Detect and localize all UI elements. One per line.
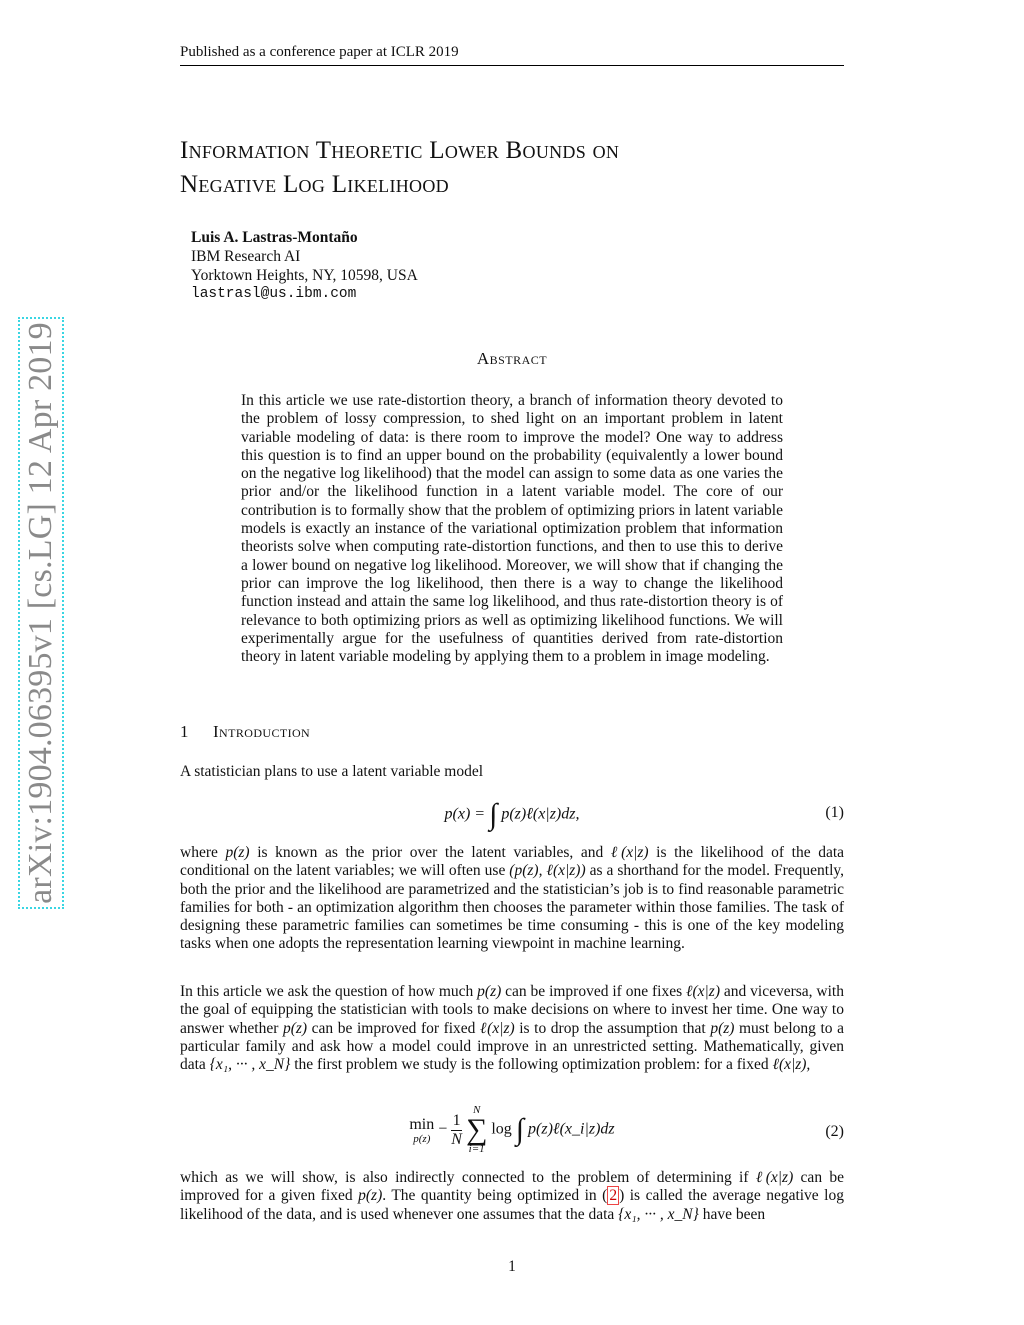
text: is known as the prior over the latent variables, and — [249, 844, 611, 861]
author-affiliation: IBM Research AI — [191, 248, 301, 265]
fraction-denominator: N — [451, 1130, 462, 1148]
text: as a shorthand for the model. Frequently, both the prior and the likelihood are parametrized and the statistician’s job is to find reasonable parametric families for both - an optimization algorithm then chooses the parameter within those families. The task of designing these parametric families can sometimes be time consuming - this is one of the key modeling tasks when one adopts the representation learning viewpoint in machine learning. — [180, 862, 844, 953]
intro-lead: A statistician plans to use a latent variable model — [180, 763, 484, 780]
eq2-summation — [466, 1105, 487, 1155]
text: must belong to a particular family and ask how a model could improve in an unrestricted setting. Mathematically, given data — [180, 1019, 844, 1074]
integral-sign: ∫ — [515, 1113, 525, 1146]
sigma-icon: ∑ — [465, 1113, 488, 1146]
sum-lower: i=1 — [468, 1143, 485, 1155]
paper-title — [180, 134, 860, 202]
math: ℓ(x|z) — [480, 1019, 515, 1037]
minus-sign: − — [438, 1120, 448, 1138]
math: ℓ(x|z) — [755, 1169, 794, 1186]
min-operator: min — [409, 1115, 435, 1133]
log-operator: log — [491, 1120, 512, 1138]
author-email[interactable]: lastrasl@us.ibm.com — [191, 286, 357, 302]
arxiv-stamp[interactable]: arXiv:1904.06395v1 [cs.LG] 12 Apr 2019 — [22, 322, 59, 904]
math: {x₁, ··· , x_N} — [209, 1056, 291, 1074]
math: p(z) — [282, 1019, 308, 1037]
paragraph-3 — [180, 1169, 844, 1224]
section-number: 1 — [180, 722, 189, 741]
integral-sign: ∫ — [489, 798, 498, 831]
math: p(z) — [225, 844, 250, 861]
math: ℓ(x|z) — [610, 844, 649, 861]
text: can be improved for fixed — [307, 1019, 481, 1037]
equation-ref-link[interactable]: 2 — [609, 1187, 618, 1205]
equation-2 — [180, 1105, 844, 1161]
title-line-1: Information Theoretic Lower Bounds on — [180, 137, 620, 164]
text: . The quantity being optimized in ( — [382, 1187, 608, 1205]
text: the first problem we study is the following optimization problem: for a fixed — [290, 1056, 773, 1074]
page-number: 1 — [508, 1258, 516, 1275]
min-subscript: p(z) — [413, 1132, 431, 1145]
paragraph-1 — [180, 844, 844, 954]
text: which as we will show, is also indirectly connected to the problem of determining if — [180, 1169, 756, 1186]
text: can be improved if one fixes — [501, 983, 687, 1000]
eq2-min — [409, 1116, 434, 1145]
author-name: Luis A. Lastras-Montaño — [191, 229, 358, 246]
math: {x₁, ··· , x_N} — [618, 1205, 699, 1223]
text: and viceversa, with the goal of equipping the statistician with tools to make decisions on where to invest her time. One way to answer whether — [180, 983, 844, 1037]
equation-1 — [180, 796, 844, 830]
text: is the likelihood of the data conditional on the latent variables; we will often use — [180, 844, 845, 880]
sum-upper: N — [472, 1104, 481, 1116]
text: have been — [698, 1205, 766, 1223]
fraction-numerator: 1 — [452, 1111, 461, 1129]
eq2-integrand: p(z)ℓ(x_i|z)dz — [528, 1120, 615, 1138]
eq1-lhs: p(x) = — [444, 805, 486, 823]
section-title: Introduction — [213, 722, 311, 741]
math: p(z) — [710, 1019, 735, 1037]
abstract-text: In this article we use rate-distortion theory, a branch of information theory devoted to the problem of lossy compression, to shed light on an important problem in latent variable modeling of data: is there room to improve the model? One way to address this question is to find an upper bound on the probability (equivalently a lower bound on the negative log likelihood) that the model can assign to some data as one varies the prior and/or the likelihood function in a latent variable model. The core of our contribution is to formally show that the problem of optimizing priors in latent variable models is exactly an instance of the variational optimization problem that information theorists solve when computing rate-distortion functions, and then to use this to derive a lower bound on negative log likelihood. Moreover, we will show that if changing the prior can improve the log likelihood, then there is a way to change the likelihood function instead and attain the same log likelihood, and thus rate-distortion theory is of relevance to both optimizing priors as well as optimizing likelihood functions. We will experimentally argue for the usefulness of quantities derived from rate-distortion theory in latent variable modeling by applying them to a problem in image modeling. — [241, 392, 783, 666]
math: (p(z), ℓ(x|z)) — [509, 862, 586, 880]
text: is to drop the assumption that — [514, 1019, 711, 1037]
section-heading — [180, 722, 310, 742]
author-block — [191, 228, 418, 304]
author-address: Yorktown Heights, NY, 10598, USA — [191, 267, 418, 284]
text: where — [180, 844, 226, 861]
abstract-heading: Abstract — [476, 349, 548, 368]
text: can be improved for a given fixed — [180, 1169, 845, 1205]
math: ℓ(x|z) — [686, 983, 720, 1000]
eq1-rhs: p(z)ℓ(x|z)dz, — [501, 805, 580, 823]
running-header: Published as a conference paper at ICLR 2019 — [180, 44, 844, 66]
title-line-2: Negative Log Likelihood — [180, 171, 449, 198]
math: ℓ(x|z), — [772, 1056, 811, 1074]
math: p(z) — [358, 1187, 383, 1205]
eq1-number: (1) — [825, 804, 844, 821]
text: ) is called the average negative log likelihood of the data, and is used whenever one assumes that the data — [180, 1187, 844, 1223]
math: p(z) — [477, 983, 502, 1000]
eq2-number: (2) — [825, 1123, 844, 1140]
text: In this article we ask the question of how much — [180, 983, 478, 1000]
paragraph-2 — [180, 983, 844, 1074]
eq2-fraction — [451, 1112, 462, 1149]
